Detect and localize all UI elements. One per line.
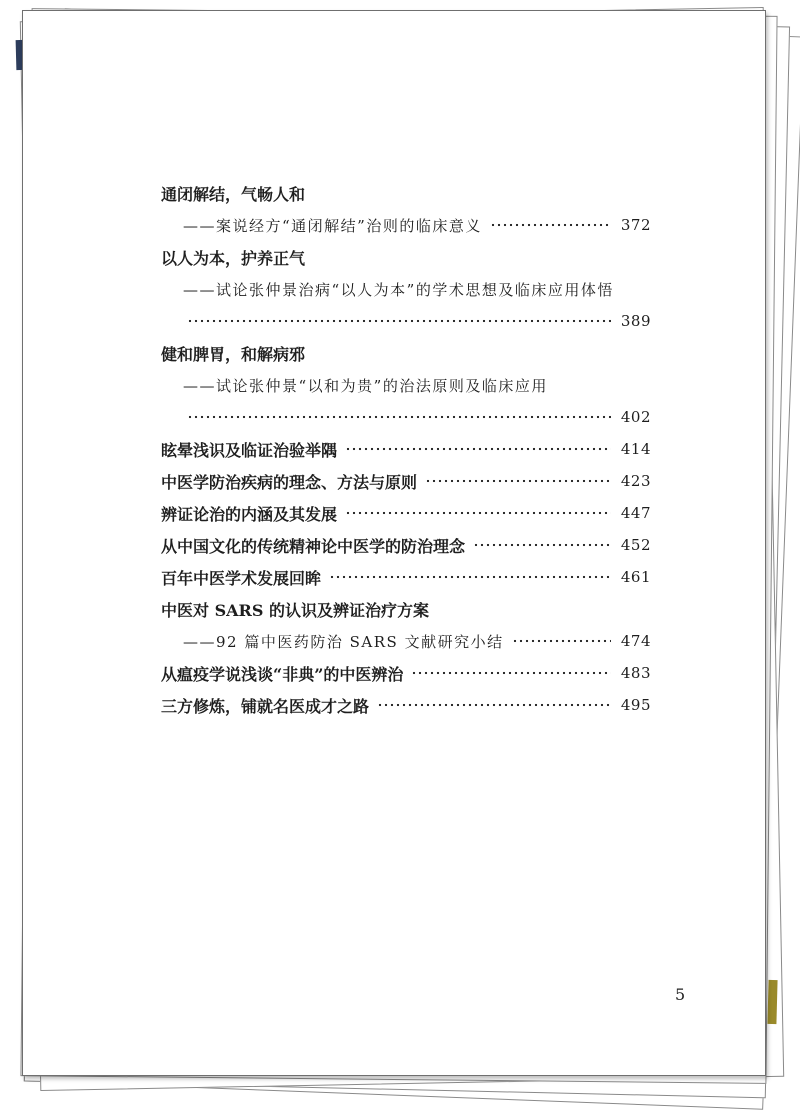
- toc-title: 中医对 SARS 的认识及辨证治疗方案: [161, 600, 429, 620]
- toc-page-number: 414: [620, 440, 651, 458]
- toc-page-number: 452: [620, 536, 651, 554]
- toc-page-number: 461: [620, 568, 651, 586]
- dot-leader: [377, 703, 611, 707]
- toc-page-number: 423: [620, 472, 651, 490]
- dot-leader: [329, 575, 611, 579]
- toc-title: 百年中医学术发展回眸: [161, 568, 322, 588]
- toc-entry: [161, 529, 651, 561]
- toc-title: 眩晕浅识及临证治验举隅: [161, 440, 338, 460]
- page-number: 5: [675, 985, 686, 1004]
- dot-leader: [411, 671, 610, 675]
- cover-edge-accent: [767, 980, 777, 1024]
- toc-entry-leader: [161, 305, 651, 337]
- toc-entry-subtitle: [161, 209, 651, 241]
- dot-leader: [345, 511, 611, 515]
- toc-page-number: 402: [620, 408, 651, 426]
- toc-title: 从中国文化的传统精神论中医学的防治理念: [161, 536, 466, 556]
- toc-entry-subtitle: [161, 273, 651, 305]
- toc-page-number: 389: [620, 312, 651, 330]
- toc-subtitle: ——试论张仲景“以和为贵”的治法原则及临床应用: [183, 376, 548, 395]
- dot-leader: [425, 479, 611, 483]
- toc-page-number: 447: [620, 504, 651, 522]
- toc-title: 通闭解结，气畅人和: [161, 184, 306, 204]
- dot-leader: [187, 319, 611, 323]
- toc-entry-title: [161, 593, 651, 625]
- toc-title: 辨证论治的内涵及其发展: [161, 504, 338, 524]
- toc-subtitle: ——案说经方“通闭解结”治则的临床意义: [183, 216, 482, 235]
- dot-leader: [345, 447, 611, 451]
- toc-entry-title: [161, 337, 651, 369]
- toc-entry: [161, 689, 651, 721]
- toc-entry-title: [161, 241, 651, 273]
- toc-subtitle: ——92 篇中医药防治 SARS 文献研究小结: [183, 632, 504, 651]
- toc-entry-subtitle: [161, 625, 651, 657]
- table-of-contents: [161, 177, 651, 721]
- toc-entry: [161, 561, 651, 593]
- toc-title: 健和脾胃，和解病邪: [161, 344, 306, 364]
- toc-entry-subtitle: [161, 369, 651, 401]
- toc-page-number: 474: [620, 632, 651, 650]
- toc-page-number: 483: [620, 664, 651, 682]
- dot-leader: [187, 415, 611, 419]
- document-page: [22, 10, 766, 1076]
- toc-title: 三方修炼，铺就名医成才之路: [161, 696, 370, 716]
- toc-entry: [161, 657, 651, 689]
- toc-title: 以人为本，护养正气: [161, 248, 306, 268]
- toc-entry-title: [161, 177, 651, 209]
- toc-page-number: 495: [620, 696, 651, 714]
- toc-title: 从瘟疫学说浅谈“非典”的中医辨治: [161, 664, 404, 684]
- toc-entry: [161, 433, 651, 465]
- toc-entry: [161, 497, 651, 529]
- toc-entry: [161, 465, 651, 497]
- dot-leader: [473, 543, 611, 547]
- toc-subtitle: ——试论张仲景治病“以人为本”的学术思想及临床应用体悟: [183, 280, 614, 299]
- dot-leader: [512, 639, 611, 643]
- toc-title: 中医学防治疾病的理念、方法与原则: [161, 472, 418, 492]
- dot-leader: [490, 223, 611, 227]
- toc-entry-leader: [161, 401, 651, 433]
- toc-page-number: 372: [620, 216, 651, 234]
